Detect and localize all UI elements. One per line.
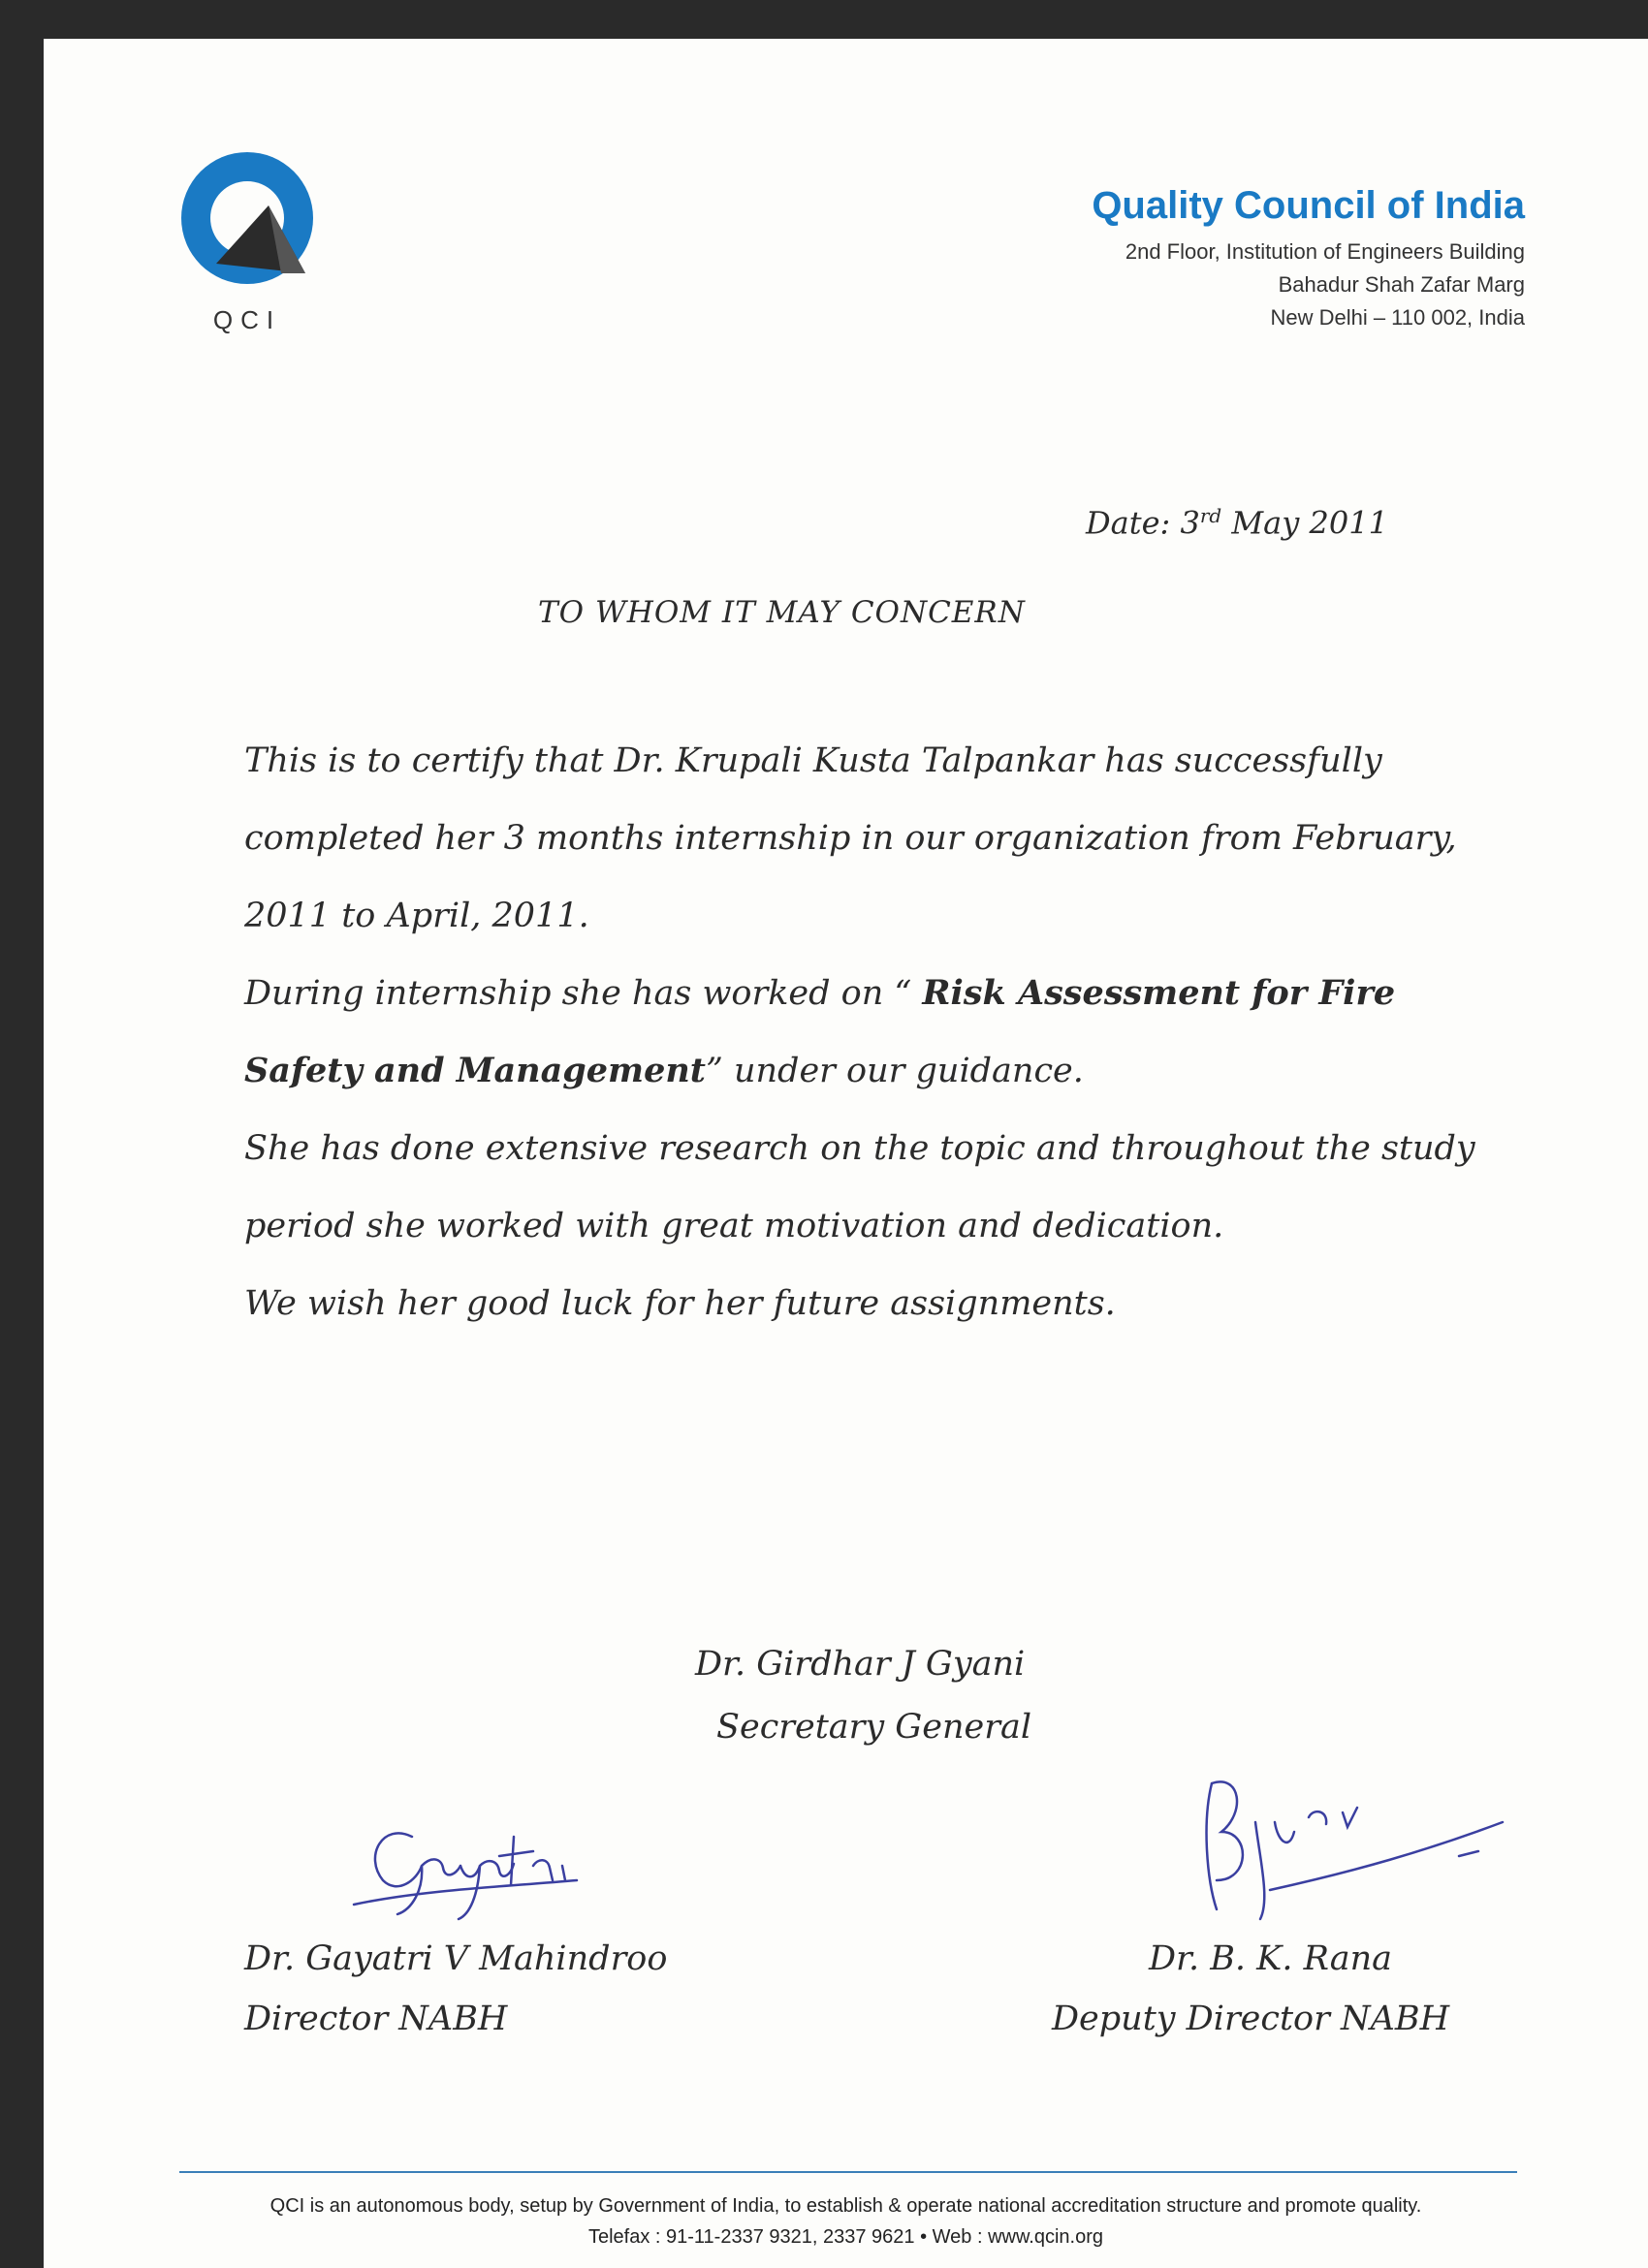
signature-left-text: Gayatri: [344, 1785, 391, 1802]
date-suffix: rd: [1199, 504, 1222, 527]
qci-logo-icon: [160, 145, 334, 300]
topic-intro: During internship she has worked on “: [244, 974, 923, 1013]
signatory-title: Deputy Director NABH: [1052, 2000, 1450, 2038]
date-rest: May 2011: [1221, 504, 1388, 542]
topic-outro: ” under our guidance.: [705, 1052, 1084, 1090]
signatory-title: Secretary General: [716, 1708, 1032, 1747]
address-line-1: 2nd Floor, Institution of Engineers Building: [1125, 239, 1525, 264]
org-header: [1092, 184, 1525, 334]
signature-left: [344, 1785, 635, 1943]
topic-title: Risk Assessment for Fire Safety and Management: [244, 973, 1396, 1090]
address-line-2: Bahadur Shah Zafar Marg: [1278, 272, 1525, 297]
signatory-deputy-director: [1052, 1929, 1449, 2049]
signatory-secretary-general: [695, 1633, 1031, 1759]
letter-date: [1086, 504, 1388, 542]
letter-page: [44, 39, 1648, 2268]
paragraph-certify: This is to certify that Dr. Krupali Kusta Talpankar has successfully completed her 3 months internship in our organization from February, 2011 to April, 2011.: [244, 741, 1457, 935]
letter-footer: [44, 2190, 1648, 2252]
qci-logo: [160, 145, 344, 339]
date-prefix: Date: 3: [1086, 504, 1200, 542]
paragraph-topic: [244, 955, 1505, 1110]
footer-line-1: QCI is an autonomous body, setup by Government of India, to establish & operate national accreditation structure and promote quality.: [269, 2195, 1422, 2217]
org-name: Quality Council of India: [1092, 184, 1525, 227]
letter-heading: TO WHOM IT MAY CONCERN: [538, 595, 1026, 630]
paragraph-wishes: We wish her good luck for her future assignments.: [244, 1284, 1116, 1323]
signatory-director: [244, 1929, 667, 2049]
footer-divider: [179, 2171, 1517, 2173]
org-address: [1092, 236, 1525, 334]
signatory-title: Director NABH: [244, 2000, 508, 2038]
signatory-name: Dr. Gayatri V Mahindroo: [244, 1939, 668, 1978]
paragraph-research: She has done extensive research on the topic and throughout the study period she worked with great motivation and dedication.: [244, 1129, 1475, 1245]
signatory-name: Dr. B. K. Rana: [1149, 1939, 1392, 1978]
footer-line-2: Telefax : 91-11-2337 9321, 2337 9621 • Web : www.qcin.org: [587, 2226, 1104, 2248]
logo-text: QCI: [212, 305, 282, 334]
address-line-3: New Delhi – 110 002, India: [1270, 305, 1525, 330]
signature-right: [1163, 1764, 1532, 1938]
letter-body: [244, 722, 1505, 1342]
signatory-name: Dr. Girdhar J Gyani: [695, 1645, 1026, 1684]
